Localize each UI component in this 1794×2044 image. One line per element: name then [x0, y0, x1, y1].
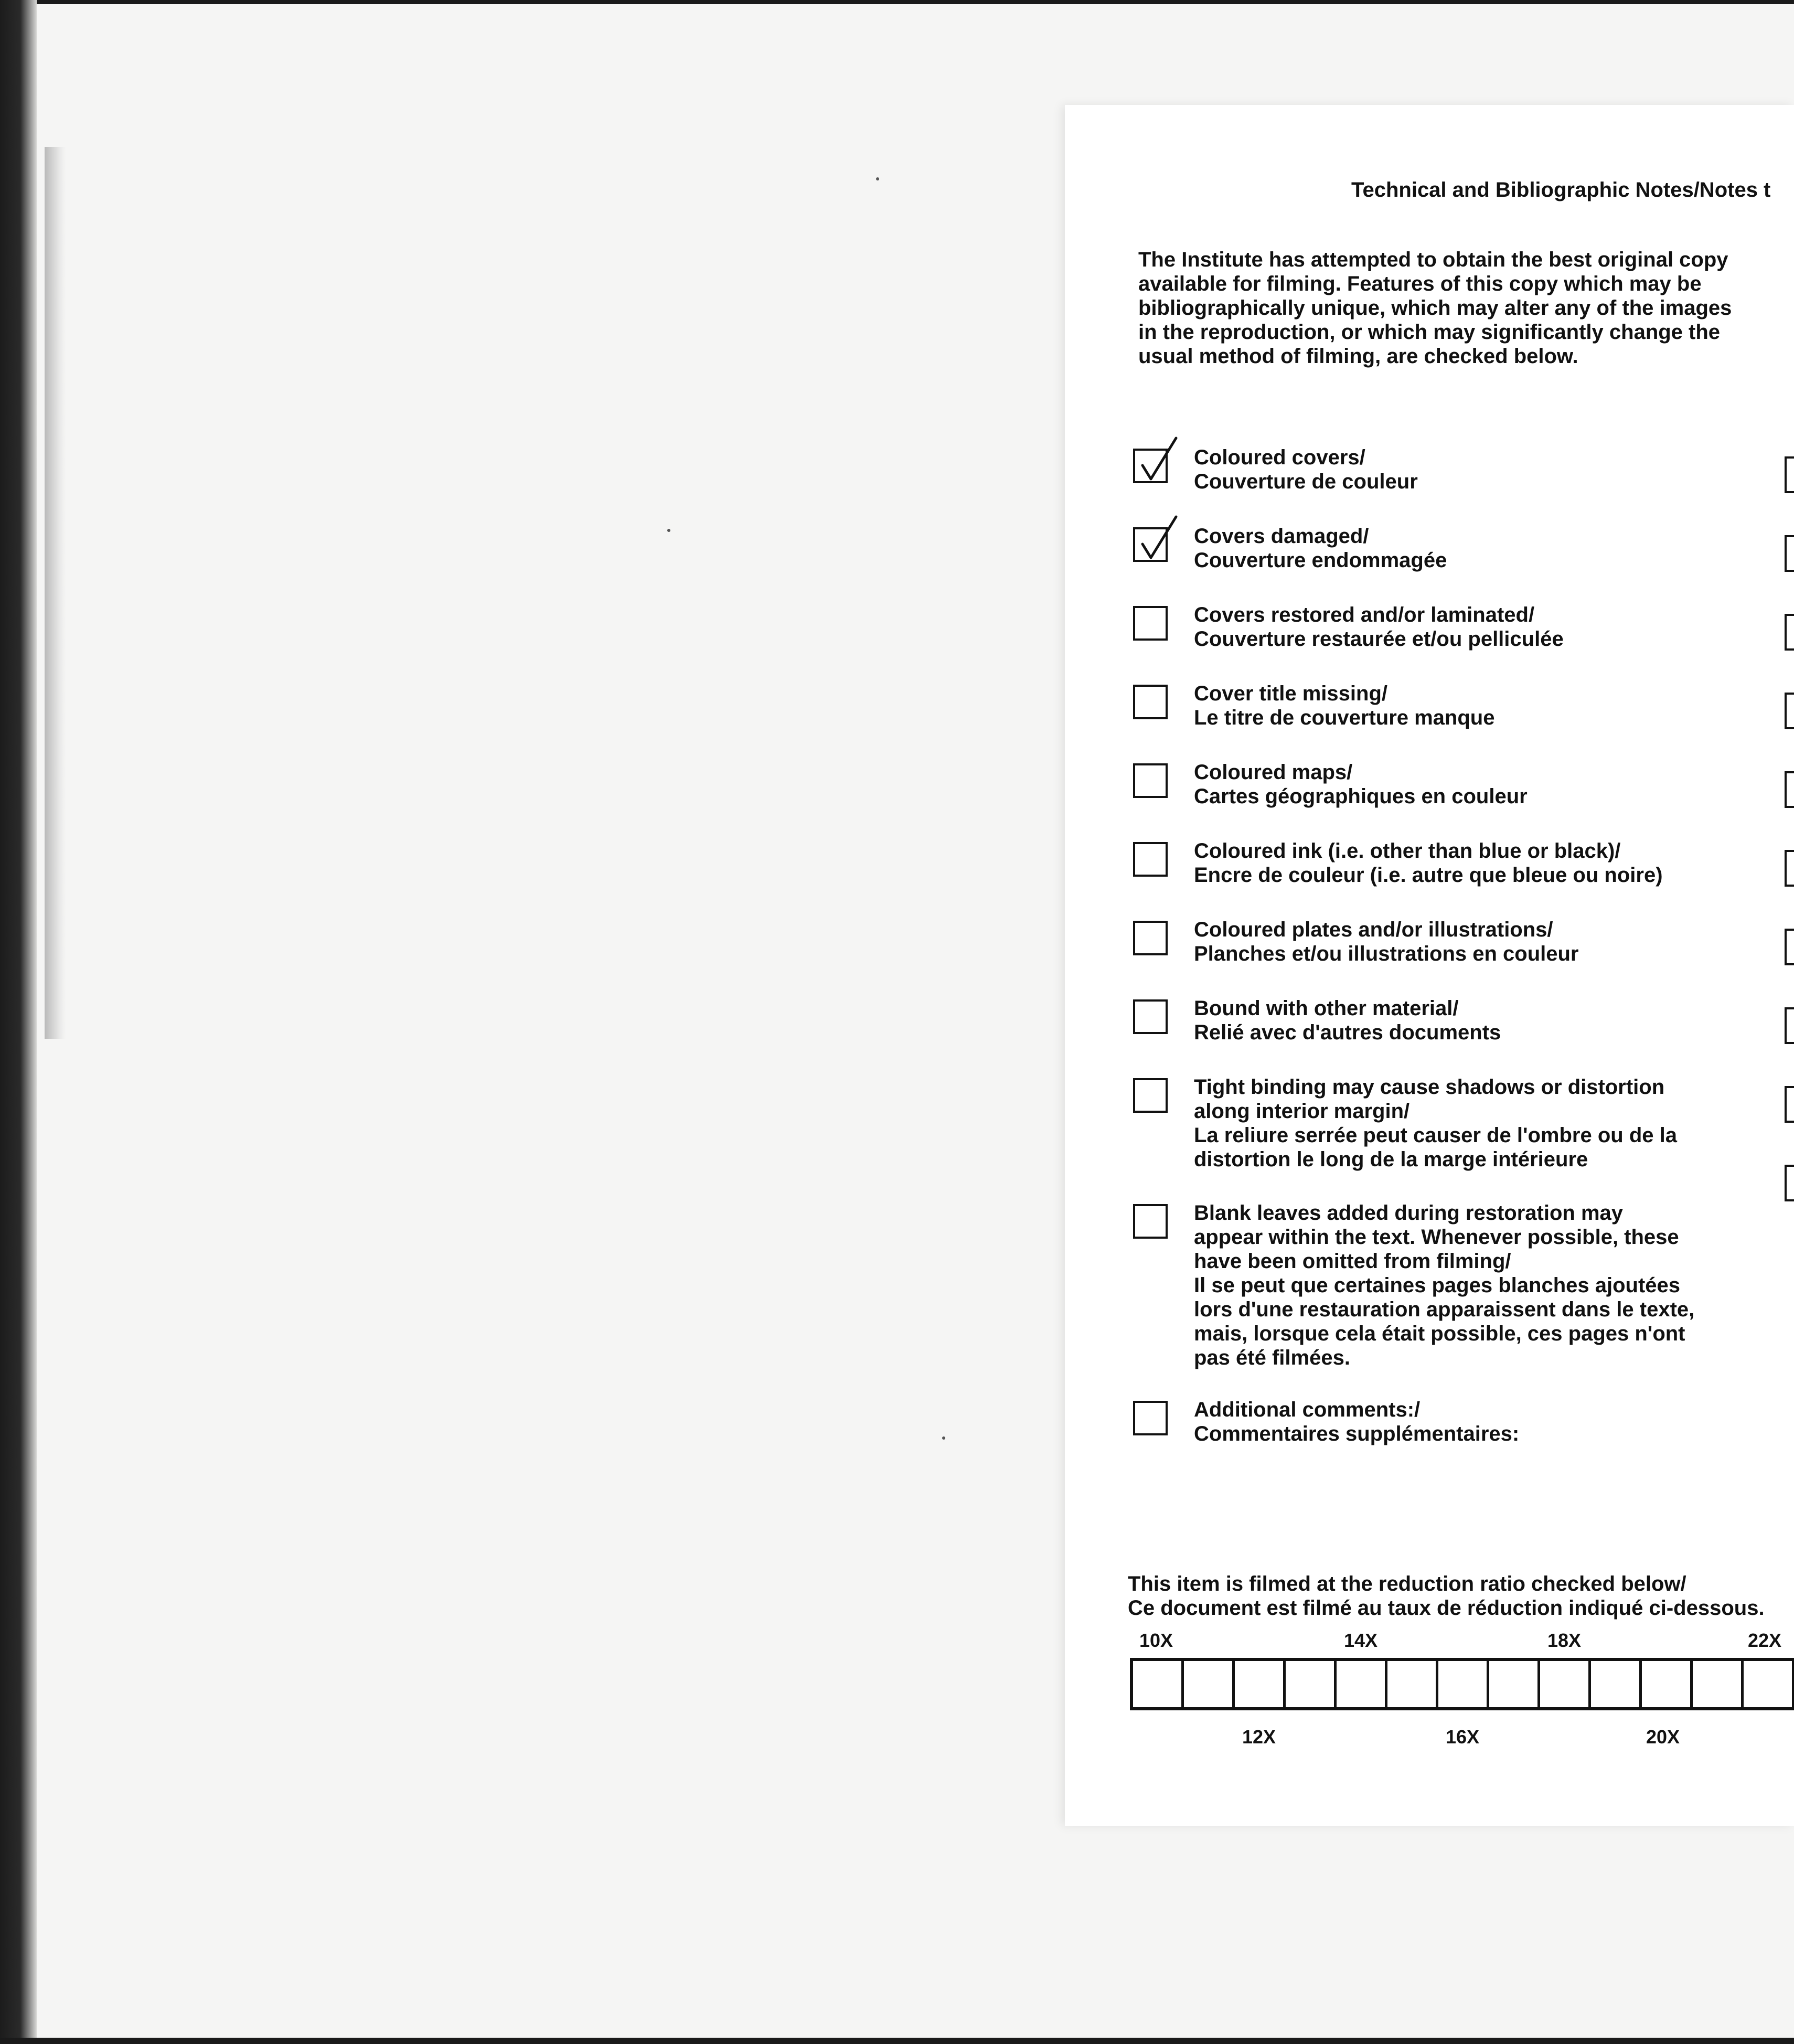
intro-paragraph: The Institute has attempted to obtain the best original copy available for filming. Features of this copy which may be bibliographically unique, which may alter any of the images in the reproduction, or which may significantly change the usual method of filming, are checked below. — [1138, 248, 1732, 368]
reduction-ratio-grid — [1130, 1658, 1794, 1710]
ratio-cell — [1133, 1661, 1184, 1707]
ratio-cell — [1591, 1661, 1642, 1707]
checklist-item-text — [1194, 839, 1766, 887]
checklist-item-text — [1194, 918, 1766, 966]
ratio-cell — [1286, 1661, 1337, 1707]
ratio-label-bottom: 16X — [1446, 1726, 1480, 1748]
checklist-item-text — [1194, 445, 1766, 494]
clipped-checkbox — [1785, 1165, 1794, 1201]
checklist-item-line: Planches et/ou illustrations en couleur — [1194, 942, 1579, 965]
reduction-line-en: This item is filmed at the reduction ratio checked below/ — [1128, 1572, 1686, 1595]
checklist-item-text — [1194, 524, 1766, 572]
checklist-item-line: Encre de couleur (i.e. autre que bleue ou noire) — [1194, 864, 1663, 887]
checklist-item-line: pas été filmées. — [1194, 1346, 1350, 1369]
checklist-item-line: along interior margin/ — [1194, 1100, 1410, 1123]
checklist-item-text — [1194, 682, 1766, 730]
checklist-item-line: Commentaires supplémentaires: — [1194, 1422, 1520, 1445]
checkbox[interactable] — [1133, 1204, 1168, 1239]
ratio-label-top: 18X — [1547, 1630, 1582, 1651]
ratio-cell — [1438, 1661, 1489, 1707]
scan-frame-bottom — [0, 2038, 1794, 2044]
reduction-ratio-note — [1128, 1572, 1794, 1620]
checklist-item-line: Bound with other material/ — [1194, 997, 1459, 1020]
checkbox[interactable] — [1133, 1078, 1168, 1113]
checklist-item-line: have been omitted from filming/ — [1194, 1250, 1511, 1273]
ratio-cell — [1744, 1661, 1794, 1707]
checklist-item-line: mais, lorsque cela était possible, ces pages n'ont — [1194, 1322, 1685, 1345]
checkbox[interactable] — [1133, 763, 1168, 798]
scan-frame-top — [0, 0, 1794, 4]
ratio-label-top: 22X — [1748, 1630, 1782, 1651]
checklist-item-line: Coloured maps/ — [1194, 761, 1353, 784]
checklist-item-line: La reliure serrée peut causer de l'ombre ou de la — [1194, 1124, 1677, 1147]
checklist-item-line: Additional comments:/ — [1194, 1398, 1421, 1421]
ratio-cell — [1184, 1661, 1235, 1707]
scan-edge-shadow — [45, 147, 66, 1039]
clipped-checkbox — [1785, 456, 1794, 493]
checklist-item-line: Couverture restaurée et/ou pelliculée — [1194, 627, 1564, 651]
checkbox[interactable] — [1133, 842, 1168, 877]
clipped-checkbox — [1785, 1007, 1794, 1044]
checklist-item-line: Cartes géographiques en couleur — [1194, 785, 1528, 808]
dust-speck — [942, 1436, 945, 1440]
reduction-line-fr: Ce document est filmé au taux de réduction indiqué ci-dessous. — [1128, 1596, 1765, 1620]
checklist-item-line: Il se peut que certaines pages blanches ajoutées — [1194, 1274, 1681, 1297]
ratio-cell — [1642, 1661, 1693, 1707]
checklist-item-line: Blank leaves added during restoration may — [1194, 1201, 1624, 1225]
checklist-item-line: Covers damaged/ — [1194, 525, 1369, 548]
checklist-item-text — [1194, 1201, 1766, 1370]
checklist-item-line: distortion le long de la marge intérieure — [1194, 1148, 1588, 1171]
ratio-cell — [1337, 1661, 1387, 1707]
clipped-checkbox — [1785, 771, 1794, 808]
dust-speck — [667, 529, 670, 532]
page-title: Technical and Bibliographic Notes/Notes t — [1351, 178, 1771, 201]
scan-frame-left — [0, 0, 37, 2044]
checklist-item-line: Coloured covers/ — [1194, 446, 1365, 469]
checklist-item-text — [1194, 603, 1766, 651]
checkbox[interactable] — [1133, 685, 1168, 719]
checklist-item-line: appear within the text. Whenever possible, these — [1194, 1226, 1679, 1249]
ratio-label-top: 10X — [1139, 1630, 1173, 1651]
checklist-item-text — [1194, 760, 1766, 808]
checklist-item-line: Coloured plates and/or illustrations/ — [1194, 918, 1553, 941]
clipped-checkbox — [1785, 929, 1794, 965]
checklist-item-line: Tight binding may cause shadows or distortion — [1194, 1076, 1665, 1099]
ratio-label-bottom: 20X — [1646, 1726, 1680, 1748]
clipped-checkbox — [1785, 693, 1794, 729]
checklist-item-line: Couverture endommagée — [1194, 549, 1447, 572]
checklist-item-text — [1194, 1398, 1766, 1446]
checklist-item-line: Le titre de couverture manque — [1194, 706, 1495, 729]
ratio-cell — [1693, 1661, 1744, 1707]
checkbox[interactable] — [1133, 606, 1168, 641]
dust-speck — [876, 177, 879, 180]
ratio-label-top: 14X — [1344, 1630, 1378, 1651]
checklist-item-text — [1194, 996, 1766, 1045]
checkmark-icon — [1133, 514, 1180, 566]
checklist-item-line: Covers restored and/or laminated/ — [1194, 603, 1535, 626]
checkbox[interactable] — [1133, 921, 1168, 955]
ratio-cell — [1489, 1661, 1540, 1707]
checkbox[interactable] — [1133, 999, 1168, 1034]
clipped-checkbox — [1785, 850, 1794, 887]
clipped-checkbox — [1785, 1086, 1794, 1123]
checklist-item-line: Coloured ink (i.e. other than blue or black)/ — [1194, 839, 1621, 863]
ratio-cell — [1540, 1661, 1591, 1707]
clipped-checkbox — [1785, 535, 1794, 572]
checkmark-icon — [1133, 435, 1180, 487]
checklist-item-line: Relié avec d'autres documents — [1194, 1021, 1501, 1044]
ratio-cell — [1387, 1661, 1438, 1707]
checklist-item-line: Couverture de couleur — [1194, 470, 1418, 493]
checklist-item-line: lors d'une restauration apparaissent dans le texte, — [1194, 1298, 1695, 1321]
checklist-item-line: Cover title missing/ — [1194, 682, 1387, 705]
checkbox[interactable] — [1133, 1401, 1168, 1435]
checklist-item-text — [1194, 1075, 1766, 1172]
ratio-label-bottom: 12X — [1242, 1726, 1276, 1748]
ratio-cell — [1235, 1661, 1286, 1707]
clipped-checkbox — [1785, 614, 1794, 651]
